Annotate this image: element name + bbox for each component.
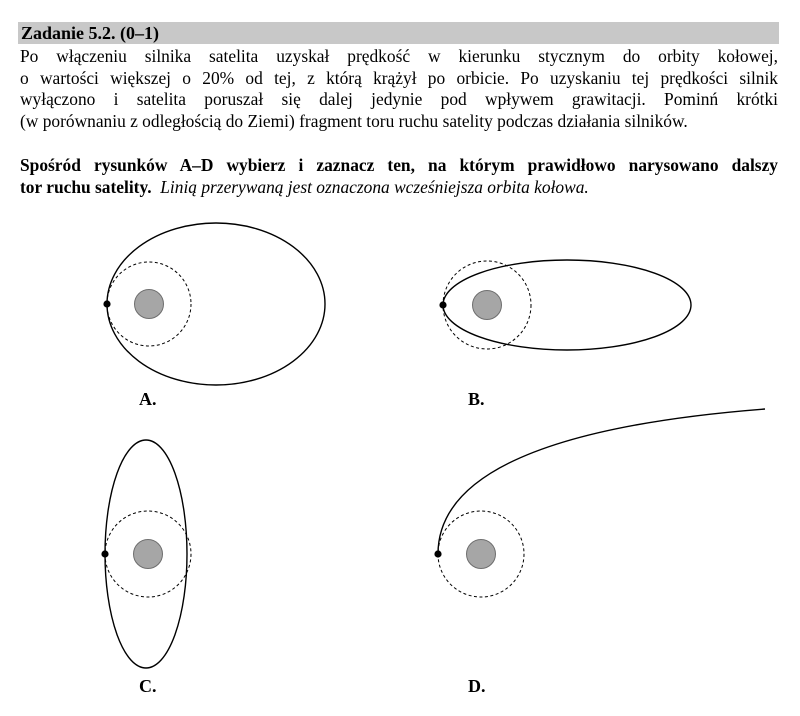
task-title: Zadanie 5.2. (0–1) (21, 23, 160, 43)
option-c-label[interactable]: C. (139, 676, 157, 696)
option-d-figure[interactable] (434, 409, 765, 597)
option-d-label[interactable]: D. (468, 676, 486, 696)
option-a-figure[interactable] (103, 223, 325, 385)
option-b-earth (473, 291, 502, 320)
intro-line-2: o wartości większej o 20% od tej, z którą krążył po orbicie. Po uzyskaniu tej prędkości silnik (20, 67, 778, 88)
option-c-earth (134, 540, 163, 569)
option-c-figure[interactable] (101, 440, 191, 668)
option-b-label[interactable]: B. (468, 389, 485, 409)
question-hint: Linią przerywaną jest oznaczona wcześniejsza orbita kołowa. (160, 176, 589, 197)
option-d-trajectory (438, 409, 765, 554)
option-a-satellite (103, 300, 110, 307)
option-d-satellite (434, 550, 441, 557)
option-b-figure[interactable] (439, 260, 691, 350)
option-c-satellite (101, 550, 108, 557)
intro-line-1: Po włączeniu silnika satelita uzyskał prędkość w kierunku stycznym do orbity kołowej, (20, 46, 778, 66)
question-line-2-bold: tor ruchu satelity. (20, 176, 152, 197)
option-d-earth (467, 540, 496, 569)
option-a-earth (135, 290, 164, 319)
option-b-satellite (439, 301, 446, 308)
question-line-1: Spośród rysunków A–D wybierz i zaznacz ten, na którym prawidłowo narysowano dalszy (20, 155, 778, 175)
intro-line-3: wyłączono i satelita poruszał się dalej jedynie pod wpływem grawitacji. Pominń krótki (20, 89, 778, 110)
option-a-label[interactable]: A. (139, 389, 157, 409)
intro-line-4: (w porównaniu z odległością do Ziemi) fragment toru ruchu satelity podczas działania silników. (20, 110, 688, 131)
